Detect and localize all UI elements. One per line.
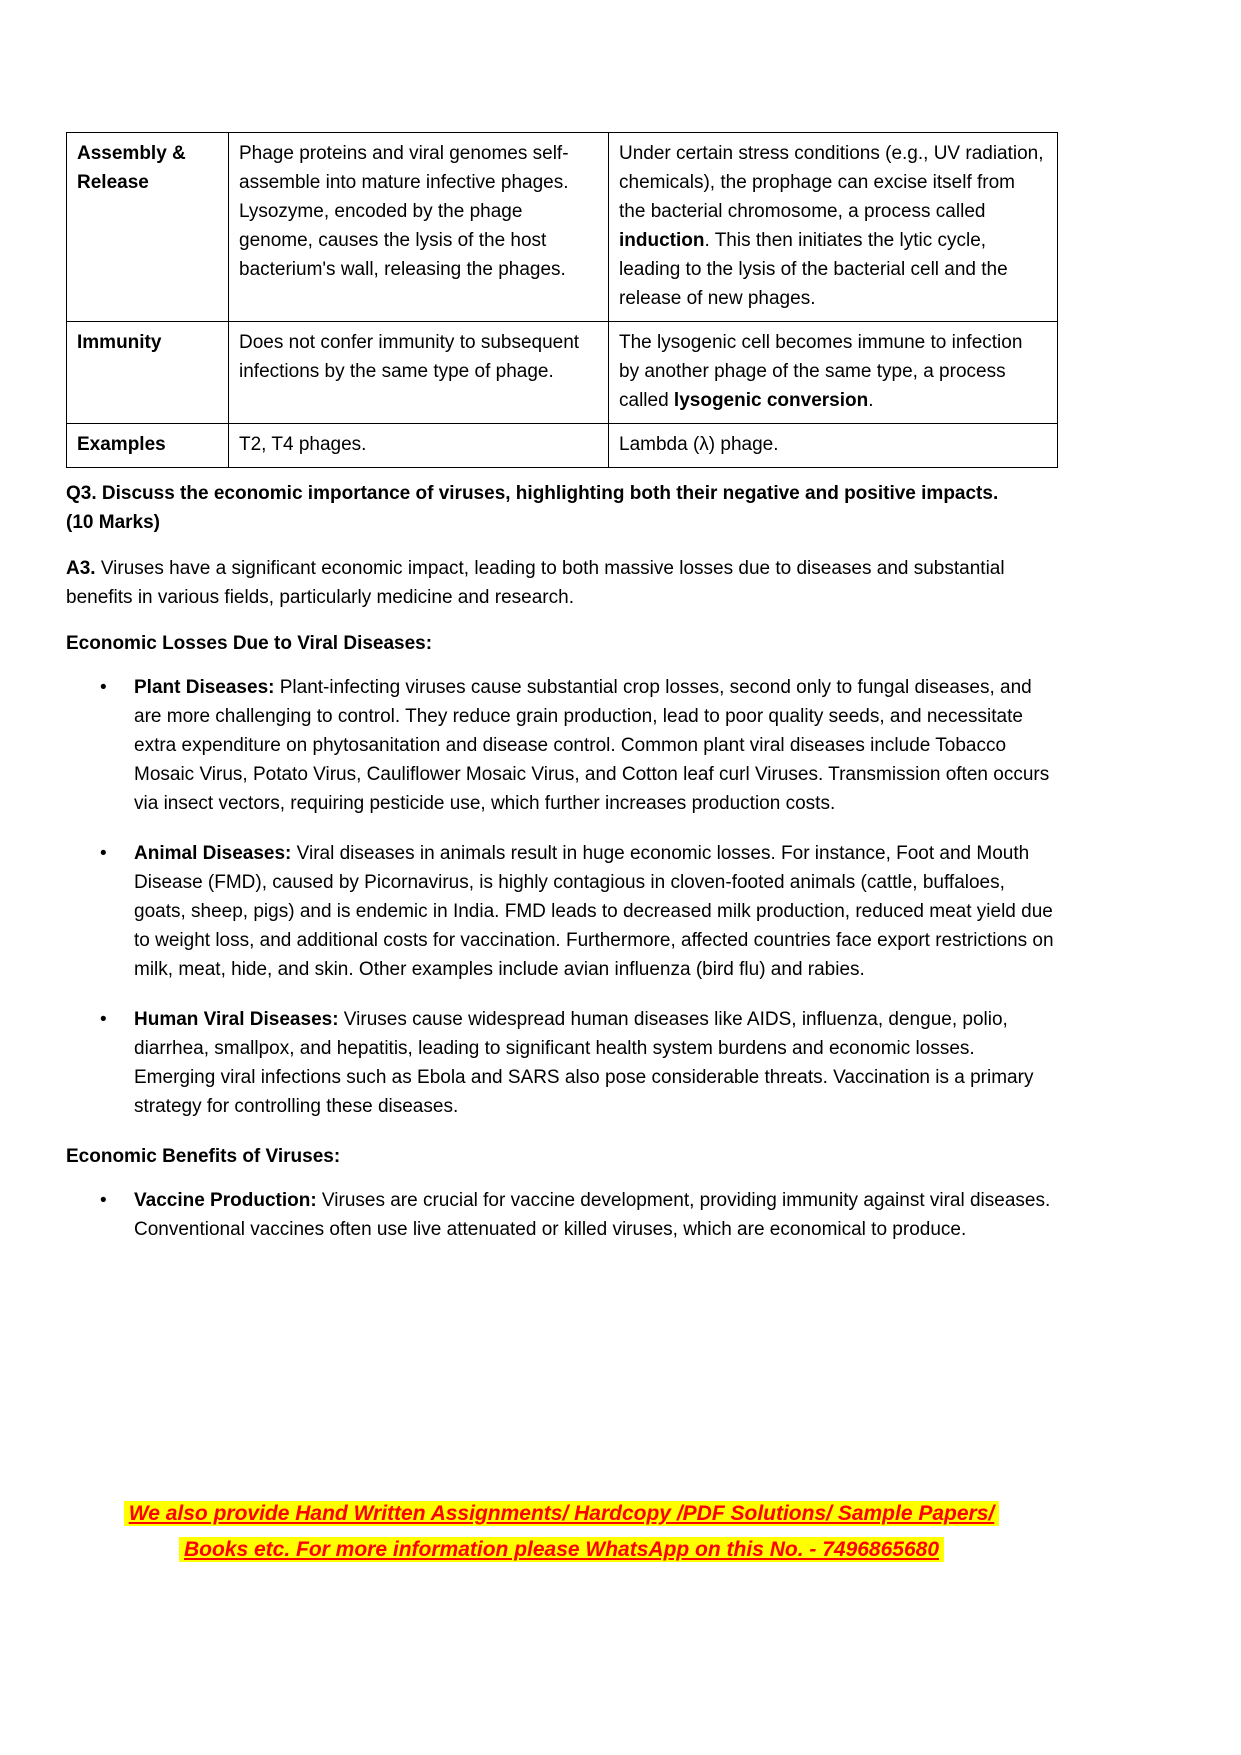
list-item-animal-diseases: [66, 839, 1057, 984]
promo-footer-line1-row: [66, 1496, 1057, 1532]
row-label: Assembly & Release: [77, 143, 186, 193]
promo-footer-line2: Books etc. For more information please WhatsApp on this No. - 7496865680: [179, 1537, 944, 1562]
lytic-cycle-cell: [229, 424, 609, 468]
benefits-section-heading: Economic Benefits of Viruses:: [66, 1146, 341, 1167]
row-label-cell: [67, 322, 229, 424]
list-item-text: Plant Diseases: Plant-infecting viruses cause substantial crop losses, second only to fungal diseases, and are more challenging to control. They reduce grain production, lead to poor quality seeds, and necessitate extra expenditure on phytosanitation and disease control. Common plant viral diseases include Tobacco Mosaic Virus, Potato Virus, Cauliflower Mosaic Virus, and Cotton leaf curl Viruses. Transmission often occurs via insect vectors, requiring pesticide use, which further increases production costs.: [134, 677, 1050, 814]
question-q3-line1: Q3. Discuss the economic importance of viruses, highlighting both their negative and positive impacts.: [66, 483, 999, 504]
promo-footer-line2-row: [66, 1532, 1057, 1568]
bullet-icon: •: [100, 843, 107, 864]
lysogenic-cycle-cell: [609, 322, 1058, 424]
list-item-vaccine-production: [66, 1186, 1057, 1244]
answer-a3-paragraph: A3. Viruses have a significant economic impact, leading to both massive losses due to diseases and substantial benefits in various fields, particularly medicine and research.: [66, 558, 1005, 608]
benefits-bullet-list: [66, 1186, 1057, 1244]
list-item-plant-diseases: [66, 673, 1057, 818]
bullet-icon: •: [100, 1190, 107, 1211]
row-label: Examples: [77, 434, 166, 455]
phage-cycle-comparison-table: [66, 132, 1058, 468]
cell-text: The lysogenic cell becomes immune to infection by another phage of the same type, a process called lysogenic conversion.: [619, 332, 1023, 411]
list-item-text: Animal Diseases: Viral diseases in animals result in huge economic losses. For instance, Foot and Mouth Disease (FMD), caused by Picornavirus, is highly contagious in cloven-footed animals (cattle, buffaloes, goats, sheep, pigs) and is endemic in India. FMD leads to decreased milk production, reduced meat yield due to weight loss, and additional costs for vaccination. Furthermore, affected countries face export restrictions on milk, meat, hide, and skin. Other examples include avian influenza (bird flu) and rabies.: [134, 843, 1054, 980]
lysogenic-cycle-cell: [609, 133, 1058, 322]
list-item-text: Vaccine Production: Viruses are crucial for vaccine development, providing immunity against viral diseases. Conventional vaccines often use live attenuated or killed viruses, which are economical to produce.: [134, 1190, 1051, 1240]
list-item-text: Human Viral Diseases: Viruses cause widespread human diseases like AIDS, influenza, dengue, polio, diarrhea, smallpox, and hepatitis, leading to significant health system burdens and economic losses. Emerging viral infections such as Ebola and SARS also pose considerable threats. Vaccination is a primary strategy for controlling these diseases.: [134, 1009, 1034, 1117]
lytic-cycle-cell: [229, 133, 609, 322]
cell-text: T2, T4 phages.: [239, 434, 367, 455]
promo-footer: [66, 1496, 1057, 1568]
row-label-cell: [67, 133, 229, 322]
lytic-cycle-cell: [229, 322, 609, 424]
question-q3-marks: (10 Marks): [66, 512, 160, 533]
question-q3-heading: [66, 479, 1057, 537]
losses-bullet-list: [66, 673, 1057, 1121]
promo-footer-line1: We also provide Hand Written Assignments/ Hardcopy /PDF Solutions/ Sample Papers/: [124, 1501, 999, 1526]
table-row-examples: [67, 424, 1058, 468]
row-label-cell: [67, 424, 229, 468]
table-row-immunity: [67, 322, 1058, 424]
cell-text: Phage proteins and viral genomes self-assemble into mature infective phages. Lysozyme, encoded by the phage genome, causes the lysis of the host bacterium's wall, releasing the phages.: [239, 143, 569, 280]
cell-text: Lambda (λ) phage.: [619, 434, 779, 455]
list-item-human-viral-diseases: [66, 1005, 1057, 1121]
table-row-assembly-release: [67, 133, 1058, 322]
losses-section-heading: Economic Losses Due to Viral Diseases:: [66, 633, 433, 654]
lysogenic-cycle-cell: [609, 424, 1058, 468]
row-label: Immunity: [77, 332, 162, 353]
cell-text: Does not confer immunity to subsequent infections by the same type of phage.: [239, 332, 580, 382]
bullet-icon: •: [100, 677, 107, 698]
bullet-icon: •: [100, 1009, 107, 1030]
cell-text: Under certain stress conditions (e.g., UV radiation, chemicals), the prophage can excise itself from the bacterial chromosome, a process called induction. This then initiates the lytic cycle, leading to the lysis of the bacterial cell and the release of new phages.: [619, 143, 1044, 309]
